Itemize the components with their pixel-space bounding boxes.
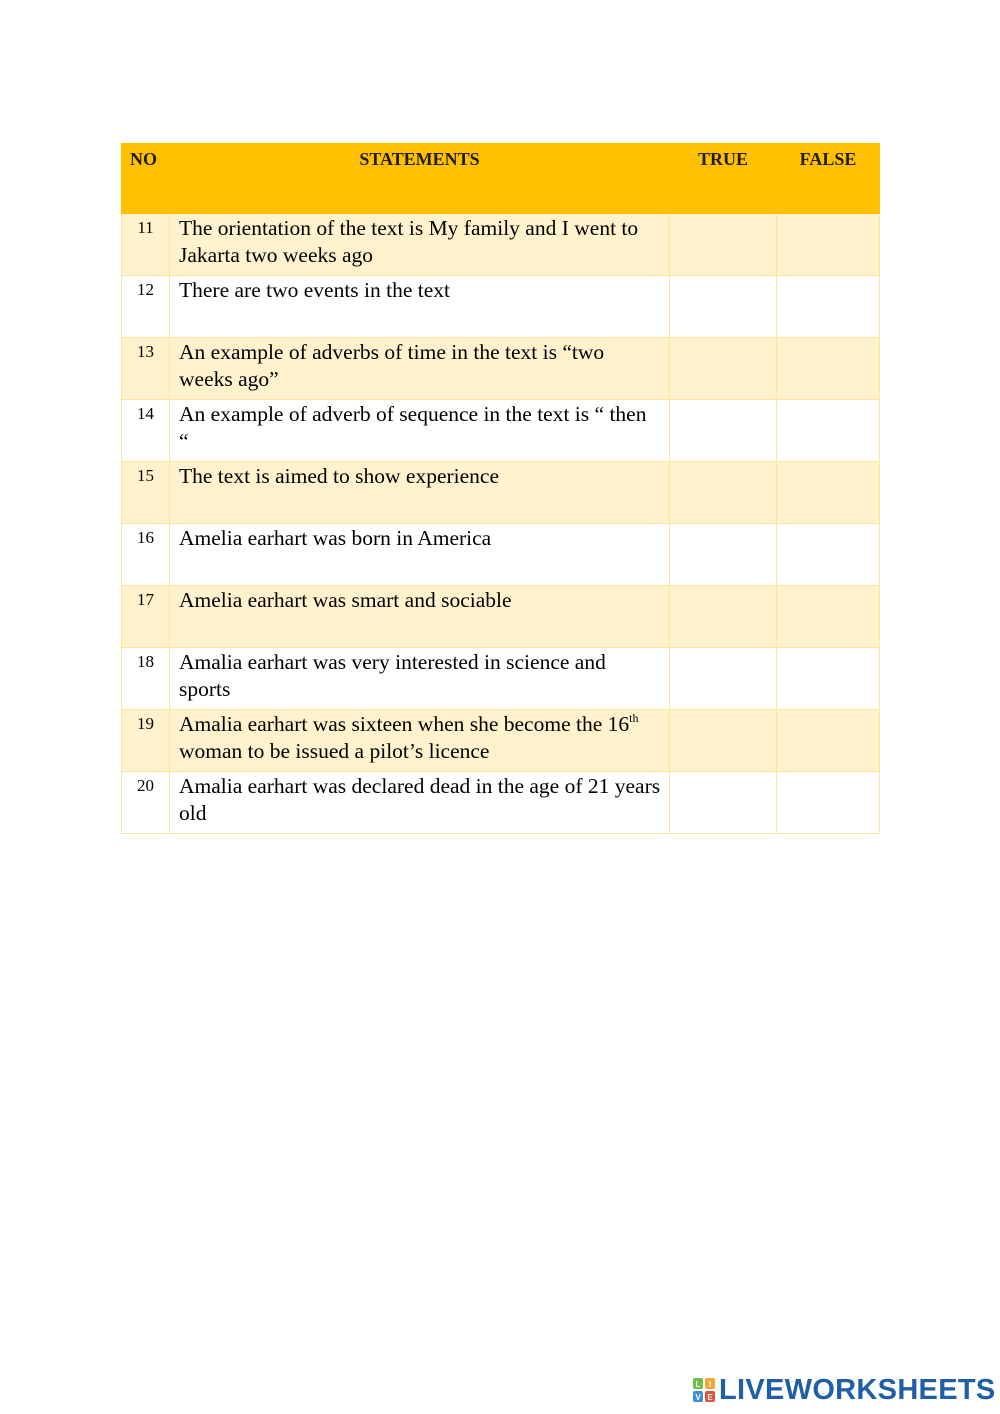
statement-text: Amalia earhart was declared dead in the age of 21 years old: [170, 772, 670, 834]
false-answer-cell[interactable]: [777, 710, 880, 772]
table-row: [122, 462, 880, 524]
liveworksheets-logo-icon: [692, 1377, 716, 1403]
table-row: [122, 214, 880, 276]
header-no: NO: [122, 144, 170, 214]
statement-text: Amalia earhart was very interested in science and sports: [170, 648, 670, 710]
statement-text: [170, 710, 670, 772]
false-answer-cell[interactable]: [777, 462, 880, 524]
row-number: 14: [122, 400, 170, 462]
row-number: 11: [122, 214, 170, 276]
row-number: 20: [122, 772, 170, 834]
true-answer-cell[interactable]: [670, 772, 777, 834]
row-number: 16: [122, 524, 170, 586]
statements-table: [121, 143, 880, 834]
table-row: [122, 586, 880, 648]
true-answer-cell[interactable]: [670, 276, 777, 338]
true-answer-cell[interactable]: [670, 524, 777, 586]
statement-text: An example of adverbs of time in the text is “two weeks ago”: [170, 338, 670, 400]
table-row: [122, 772, 880, 834]
false-answer-cell[interactable]: [777, 338, 880, 400]
statement-text-part: woman to be issued a pilot’s licence: [179, 739, 490, 763]
header-statements: STATEMENTS: [170, 144, 670, 214]
svg-text:E: E: [707, 1393, 713, 1402]
table-row: [122, 648, 880, 710]
false-answer-cell[interactable]: [777, 524, 880, 586]
false-answer-cell[interactable]: [777, 648, 880, 710]
statement-text: The orientation of the text is My family and I went to Jakarta two weeks ago: [170, 214, 670, 276]
row-number: 18: [122, 648, 170, 710]
svg-text:I: I: [708, 1380, 712, 1389]
table-row: [122, 276, 880, 338]
false-answer-cell[interactable]: [777, 586, 880, 648]
true-answer-cell[interactable]: [670, 586, 777, 648]
false-answer-cell[interactable]: [777, 400, 880, 462]
false-answer-cell[interactable]: [777, 772, 880, 834]
true-answer-cell[interactable]: [670, 710, 777, 772]
false-answer-cell[interactable]: [777, 214, 880, 276]
statement-text-part: Amalia earhart was sixteen when she become the 16: [179, 712, 630, 736]
true-answer-cell[interactable]: [670, 338, 777, 400]
svg-text:V: V: [695, 1393, 701, 1402]
ordinal-suffix: th: [629, 711, 639, 725]
statement-text: An example of adverb of sequence in the text is “ then “: [170, 400, 670, 462]
table-row: [122, 524, 880, 586]
row-number: 12: [122, 276, 170, 338]
row-number: 15: [122, 462, 170, 524]
header-row: [122, 144, 880, 214]
row-number: 17: [122, 586, 170, 648]
true-answer-cell[interactable]: [670, 214, 777, 276]
false-answer-cell[interactable]: [777, 276, 880, 338]
statement-text: Amelia earhart was smart and sociable: [170, 586, 670, 648]
svg-text:L: L: [695, 1380, 701, 1389]
row-number: 19: [122, 710, 170, 772]
statement-text: The text is aimed to show experience: [170, 462, 670, 524]
row-number: 13: [122, 338, 170, 400]
header-false: FALSE: [777, 144, 880, 214]
table-row: [122, 338, 880, 400]
liveworksheets-brand: [692, 1374, 996, 1406]
statement-text: Amelia earhart was born in America: [170, 524, 670, 586]
table-row: [122, 400, 880, 462]
true-answer-cell[interactable]: [670, 648, 777, 710]
true-answer-cell[interactable]: [670, 400, 777, 462]
brand-name: LIVEWORKSHEETS: [719, 1373, 996, 1406]
header-true: TRUE: [670, 144, 777, 214]
true-answer-cell[interactable]: [670, 462, 777, 524]
statement-text: There are two events in the text: [170, 276, 670, 338]
table-row: [122, 710, 880, 772]
